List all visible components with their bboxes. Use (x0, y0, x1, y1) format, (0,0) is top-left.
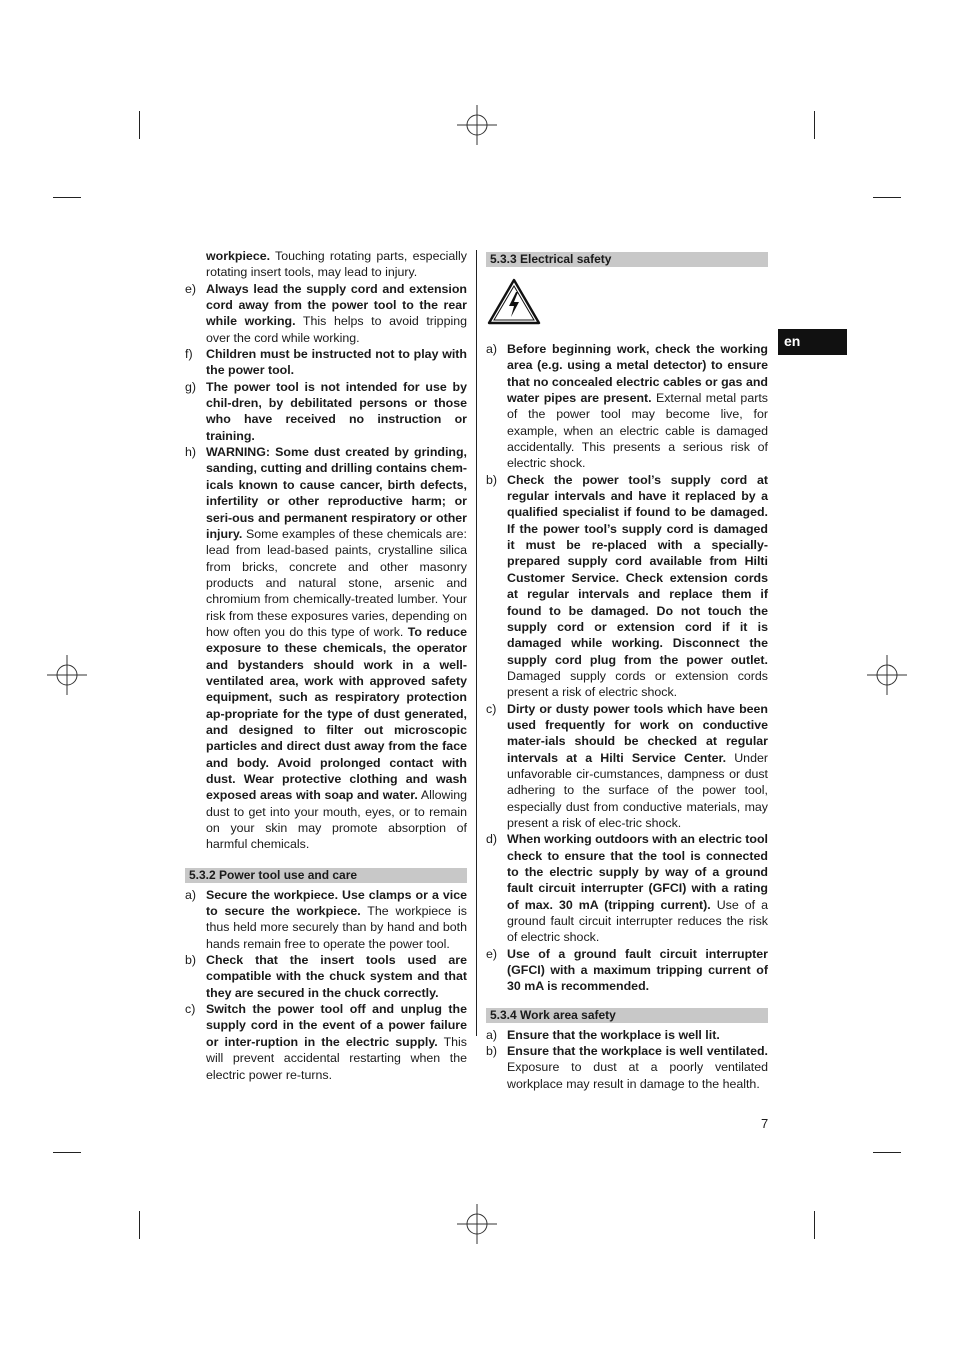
crop-mark (139, 1211, 140, 1239)
list-item: d) When working outdoors with an electric tool check to ensure that the tool is connected to the electric supply by way of a ground fault circuit interrupter (GFCI) with a rating of max. 30 mA (tripping current). Use of a ground fault circuit interrupter reduces the risk of electric shock. (486, 832, 768, 945)
continued-paragraph: workpiece. Touching rotating parts, especially rotating insert tools, may lead to injury. (206, 249, 467, 280)
list-item: f) Children must be instructed not to play with the power tool. (185, 347, 467, 378)
list-item: c) Dirty or dusty power tools which have been used frequently for work on conductive mater-ials should be checked at regular intervals at a Hilti Service Center. Under unfavorable cir-cumstances, dampness or dust adhering to the surface of the power tool, especially dust from conductive materials, may present a risk of elec-tric shock. (486, 701, 768, 830)
list-item: e) Always lead the supply cord and extension cord away from the power tool to the rear while working. This helps to avoid tripping over the cord while working. (185, 281, 467, 345)
registration-mark-icon (47, 655, 87, 695)
crop-mark (53, 197, 81, 198)
column-divider (476, 250, 477, 1036)
crop-mark (873, 197, 901, 198)
list-item: a) Ensure that the workplace is well lit. (486, 1027, 720, 1042)
list-item: b) Ensure that the workplace is well ventilated. Exposure to dust at a poorly ventilated workplace may result in damage to the health. (486, 1044, 768, 1091)
list-item: g) The power tool is not intended for use by chil-dren, by debilitated persons or those who have received no instruction or training. (185, 379, 467, 443)
right-column (486, 248, 768, 1092)
section-heading-work-area-safety: 5.3.4 Work area safety (486, 1008, 768, 1023)
list-item: h) WARNING: Some dust created by grinding, sanding, cutting and drilling contains chem-icals known to cause cancer, birth defects, infertility or other reproductive harm; or seri-ous and permanent respiratory or other injury. Some examples of these chemicals are: lead from lead-based paints, crystalline silica from bricks, concrete and other masonry products and natural stone, arsenic and chromium from chemically-treated lumber. Your risk from these exposures varies, depending on how often you do this type of work. To reduce exposure to these chemicals, the operator and bystanders should work in a well-ventilated area, work with approved safety equipment, such as respiratory protection ap-propriate for the type of dust generated, and designed to filter out microscopic particles and direct dust away from the face and body. Avoid prolonged contact with dust. Wear protective clothing and wash exposed areas with soap and water. Allowing dust to get into your mouth, eyes, or to remain on your skin may promote absorption of harmful chemicals. (185, 445, 467, 852)
registration-mark-icon (867, 655, 907, 695)
high-voltage-warning-icon (487, 277, 541, 325)
crop-mark (814, 111, 815, 139)
list-item: a) Before beginning work, check the working area (e.g. using a metal detector) to ensure that no concealed electric cables or gas and water pipes are present. External metal parts of the power tool may become live, for example, when an electric cable is damaged accidentally. This presents a serious risk of electric shock. (486, 342, 768, 471)
crop-mark (53, 1152, 81, 1153)
crop-mark (814, 1211, 815, 1239)
list-item: a) Secure the workpiece. Use clamps or a vice to secure the workpiece. The workpiece is thus held more securely than by hand and both hands remain free to operate the power tool. (185, 887, 467, 951)
list-item: b) Check that the insert tools used are compatible with the chuck system and that they are secured in the chuck correctly. (185, 953, 467, 1000)
section-heading-power-tool-use: 5.3.2 Power tool use and care (185, 868, 467, 883)
section-heading-electrical-safety: 5.3.3 Electrical safety (486, 252, 768, 267)
list-item: b) Check the power tool’s supply cord at regular intervals and have it replaced by a qualified specialist if found to be damaged. If the power tool’s supply cord is damaged it must be re-placed with a specially-prepared supply cord available from Hilti Customer Service. Check extension cords at regular intervals and replace them if found to be damaged. Do not touch the supply cord or extension cord if it is damaged while working. Disconnect the supply cord plug from the power outlet. Damaged supply cords or extension cords present a risk of electric shock. (486, 472, 768, 700)
list-item: c) Switch the power tool off and unplug the supply cord in the event of a power failure or inter-ruption in the electric supply. This will prevent accidental restarting when the electric power re-turns. (185, 1002, 467, 1082)
page-number: 7 (761, 1116, 769, 1131)
registration-mark-icon (457, 1204, 497, 1244)
list-item: e) Use of a ground fault circuit interrupter (GFCI) with a maximum tripping current of 30 mA is recommended. (486, 946, 768, 994)
registration-mark-icon (457, 105, 497, 145)
crop-mark (139, 111, 140, 139)
left-column (185, 248, 467, 1083)
language-tab: en (778, 329, 847, 355)
crop-mark (873, 1152, 901, 1153)
